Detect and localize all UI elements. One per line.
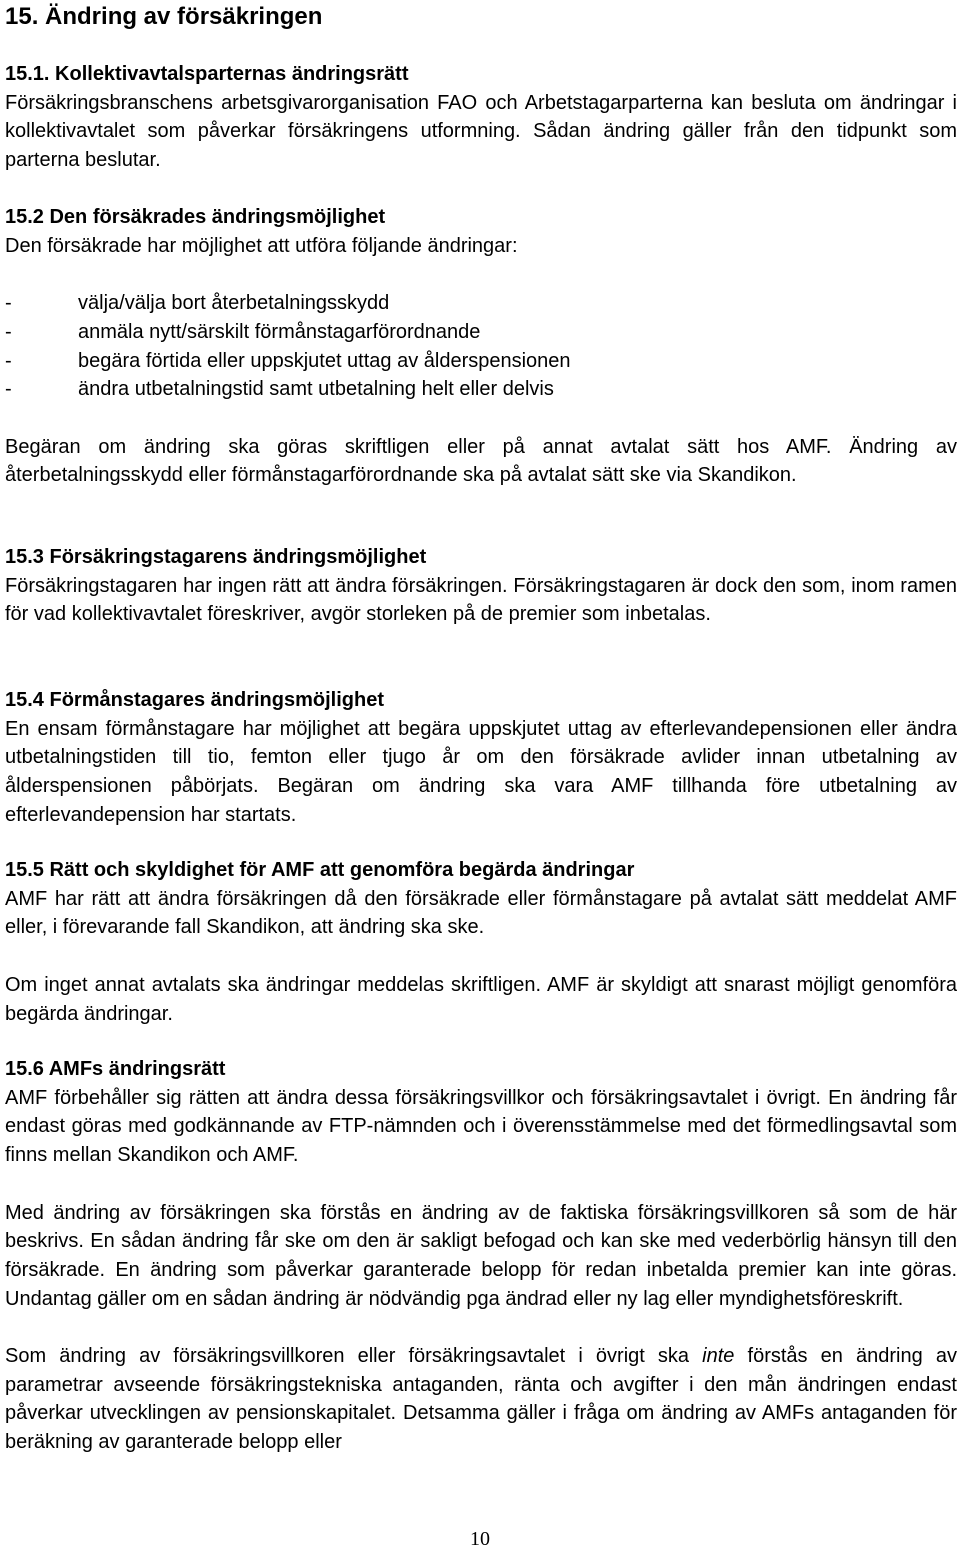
paragraph: Som ändring av försäkringsvillkoren eller försäkringsavtalet i övrigt ska inte förstås en ändring av parametrar avseende försäkringstekniska antaganden, ränta och avgifter i den mån ändringen endast påverkar utvecklingen av pensionskapitalet. Detsamma gäller i fråga om ändring av AMFs antaganden för beräkning av garanterade belopp eller	[5, 1345, 957, 1454]
section-heading: 15.5 Rätt och skyldighet för AMF att genomföra begärda ändringar	[5, 859, 635, 881]
chapter-title: 15. Ändring av försäkringen	[5, 3, 323, 30]
paragraph: Försäkringstagaren har ingen rätt att ändra försäkringen. Försäkringstagaren är dock den som, inom ramen för vad kollektivavtalet föreskriver, avgör storleken på de premier som inbetalas.	[5, 574, 957, 626]
page-number: 10	[470, 1528, 490, 1550]
section-15-4	[5, 686, 957, 830]
list-item: - begära förtida eller uppskjutet uttag av ålderspensionen	[5, 347, 957, 376]
list-item: - ändra utbetalningstid samt utbetalning helt eller delvis	[5, 375, 957, 404]
paragraph: En ensam förmånstagare har möjlighet att begära uppskjutet uttag av efterlevandepensionen eller ändra utbetalningstiden till tio, femton eller tjugo år om den försäkrade avlider innan utbetalning av ålderspensionen påbörjats. Begäran om ändring ska vara AMF tillhanda före utbetalning av efterlevandepension har startats.	[5, 717, 957, 826]
section-heading: 15.3 Försäkringstagarens ändringsmöjlighet	[5, 546, 427, 568]
dash-bullet: -	[5, 320, 12, 343]
list-item: - anmäla nytt/särskilt förmånstagarförordnande	[5, 318, 957, 347]
dash-bullet: -	[5, 378, 12, 401]
paragraph: Om inget annat avtalats ska ändringar meddelas skriftligen. AMF är skyldigt att snarast möjligt genomföra begärda ändringar.	[5, 973, 957, 1025]
dash-bullet: -	[5, 292, 12, 315]
paragraph: Den försäkrade har möjlighet att utföra följande ändringar:	[5, 234, 518, 257]
section-heading: 15.6 AMFs ändringsrätt	[5, 1058, 226, 1080]
section-15-1	[5, 60, 957, 175]
section-15-6	[5, 1055, 957, 1457]
section-heading: 15.2 Den försäkrades ändringsmöjlighet	[5, 206, 386, 228]
paragraph: AMF förbehåller sig rätten att ändra dessa försäkringsvillkor och försäkringsavtalet i övrigt. En ändring får endast göras med godkännande av FTP-nämnden och i överensstämmelse med det förmedlingsavtal som finns mellan Skandikon och AMF.	[5, 1086, 957, 1167]
change-options-list	[5, 289, 957, 404]
section-heading: 15.1. Kollektivavtalsparternas ändringsrätt	[5, 63, 409, 85]
section-15-3	[5, 543, 957, 629]
paragraph: Begäran om ändring ska göras skriftligen eller på annat avtalat sätt hos AMF. Ändring av återbetalningsskydd eller förmånstagarförordnande ska på avtalat sätt ske via Skandikon.	[5, 435, 957, 487]
section-15-5	[5, 856, 957, 1028]
section-heading: 15.4 Förmånstagares ändringsmöjlighet	[5, 689, 384, 711]
paragraph: AMF har rätt att ändra försäkringen då den försäkrade eller förmånstagare på avtalat sätt meddelat AMF eller, i förevarande fall Skandikon, att ändring ska ske.	[5, 887, 957, 939]
paragraph: Försäkringsbranschens arbetsgivarorganisation FAO och Arbetstagarparterna kan besluta om ändringar i kollektivavtalet som påverkar försäkringens utformning. Sådan ändring gäller från den tidpunkt som parterna beslutar.	[5, 91, 957, 172]
list-item: - välja/välja bort återbetalningsskydd	[5, 289, 957, 318]
paragraph: Med ändring av försäkringen ska förstås en ändring av de faktiska försäkringsvillkoren så som de här beskrivs. En sådan ändring får ske om den är sakligt befogad och kan ske med vederbörlig hänsyn till den försäkrade. En ändring som påverkar garanterade belopp för redan inbetalda premier kan inte göras. Undantag gäller om en sådan ändring är nödvändig pga ändrad eller ny lag eller myndighetsföreskrift.	[5, 1201, 957, 1310]
section-15-2	[5, 203, 957, 490]
dash-bullet: -	[5, 349, 12, 372]
emphasis: inte	[702, 1345, 735, 1367]
